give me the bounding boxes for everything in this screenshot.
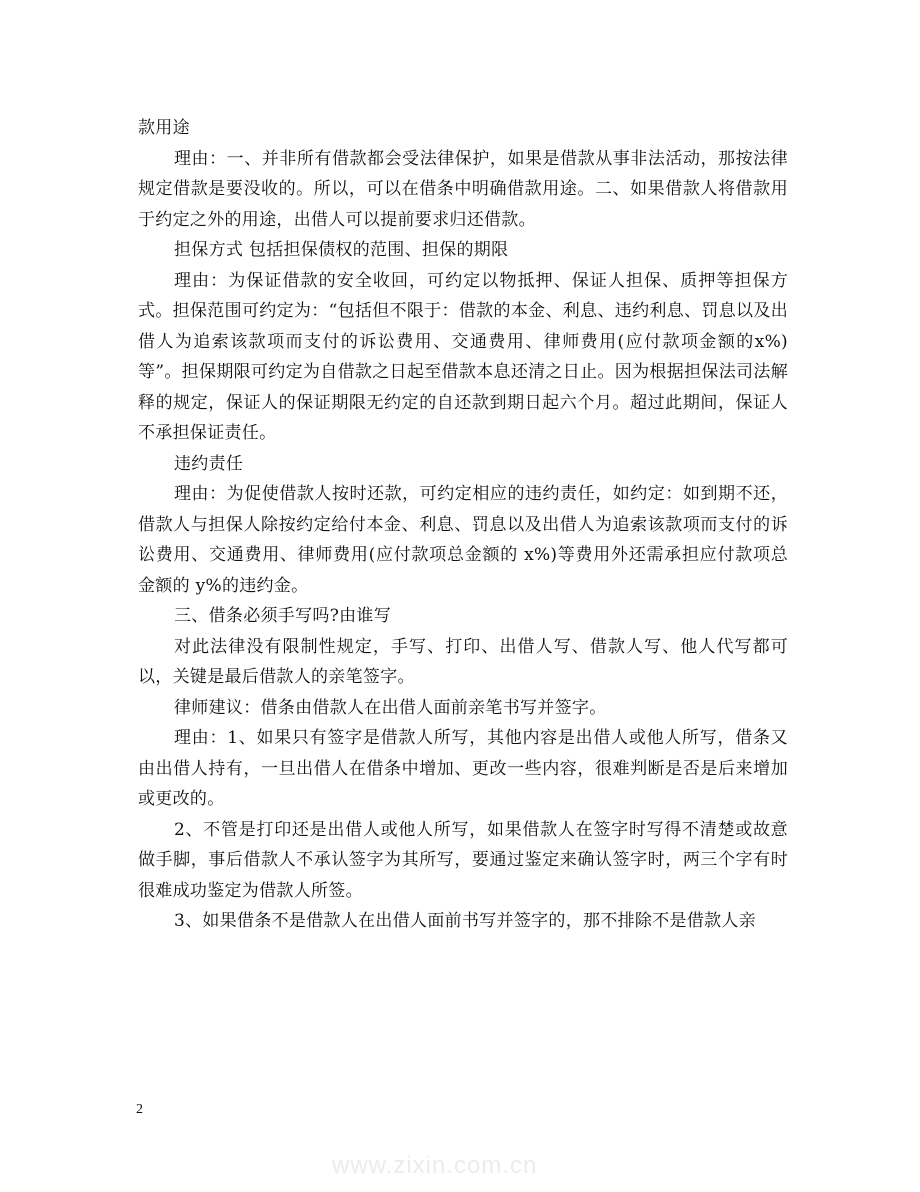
paragraph-liability-reason: 理由：为促使借款人按时还款，可约定相应的违约责任，如约定：如到期不还，借款人与担保人除按约定给付本金、利息、罚息以及出借人为追索该款项而支付的诉讼费用、交通费用、律师费用(应付款项总金额的 x%)等费用外还需承担应付款项总金额的 y%的违约金。: [138, 484, 788, 596]
paragraph-guarantee-heading: 担保方式 包括担保债权的范围、担保的期限: [174, 240, 509, 260]
document-body: [138, 113, 788, 937]
paragraph-loan-purpose-tail: 款用途: [138, 118, 190, 138]
paragraph-section-three-heading: 三、借条必须手写吗?由谁写: [174, 606, 392, 626]
watermark: www.zixin.com.cn: [332, 1152, 538, 1179]
paragraph-no-restriction: 对此法律没有限制性规定，手写、打印、出借人写、借款人写、他人代写都可以，关键是最后借款人的亲笔签字。: [138, 636, 788, 687]
page-number: 2: [136, 1102, 143, 1117]
paragraph-purpose-reason: 理由：一、并非所有借款都会受法律保护，如果是借款从事非法活动，那按法律规定借款是要没收的。所以，可以在借条中明确借款用途。二、如果借款人将借款用于约定之外的用途，出借人可以提前要求归还借款。: [138, 148, 788, 230]
paragraph-lawyer-advice: 律师建议：借条由借款人在出借人面前亲笔书写并签字。: [174, 697, 607, 718]
paragraph-reason-three: 3、如果借条不是借款人在出借人面前书写并签字的，那不排除不是借款人亲: [174, 911, 757, 931]
paragraph-reason-two: 2、不管是打印还是出借人或他人所写，如果借款人在签字时写得不清楚或故意做手脚，事后借款人不承认签字为其所写，要通过鉴定来确认签字时，两三个字有时很难成功鉴定为借款人所签。: [138, 819, 788, 901]
paragraph-guarantee-reason: 理由：为保证借款的安全收回，可约定以物抵押、保证人担保、质押等担保方式。担保范围可约定为：“包括但不限于：借款的本金、利息、违约利息、罚息以及出借人为追索该款项而支付的诉讼费用、交通费用、律师费用(应付款项金额的x%)等”。担保期限可约定为自借款之日起至借款本息还清之日止。因为根据担保法司法解释的规定，保证人的保证期限无约定的自还款到期日起六个月。超过此期间，保证人不承担保证责任。: [138, 270, 788, 443]
paragraph-reason-one: 理由：1、如果只有签字是借款人所写，其他内容是出借人或他人所写，借条又由出借人持有，一旦出借人在借条中增加、更改一些内容，很难判断是否是后来增加或更改的。: [138, 728, 788, 809]
paragraph-liability-heading: 违约责任: [174, 453, 244, 474]
